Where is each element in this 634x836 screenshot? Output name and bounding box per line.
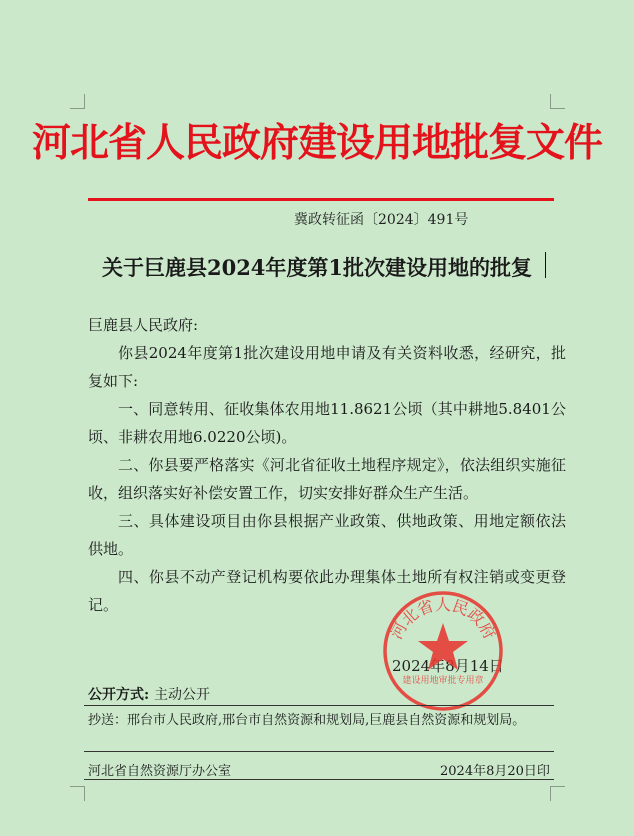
document-body[interactable]: [88, 311, 566, 619]
crop-mark-bottom-right: [550, 786, 565, 801]
document-number: 冀政转征函〔2024〕491号: [294, 212, 469, 228]
body-paragraph-4: 四、你县不动产登记机构要依此办理集体土地所有权注销或变更登记。: [88, 568, 566, 614]
divider-middle: [84, 751, 554, 752]
red-header-title: 河北省人民政府建设用地批复文件: [31, 120, 602, 166]
disclosure-label: 公开方式:: [88, 687, 150, 703]
body-paragraph-2: 二、你县要严格落实《河北省征收土地程序规定》，依法组织实施征收，组织落实好补偿安置工作，切实安排好群众生产生活。: [88, 456, 566, 502]
body-paragraph-3: 三、具体建设项目由你县根据产业政策、供地政策、用地定额依法供地。: [88, 512, 566, 558]
body-paragraph-intro: 你县2024年度第1批次建设用地申请及有关资料收悉，经研究，批复如下:: [88, 344, 566, 390]
signature-date: 2024年8月14日: [392, 657, 504, 675]
issuing-office: 河北省自然资源厅办公室: [88, 764, 232, 779]
divider-top: [84, 705, 554, 706]
cc-list: 抄送：邢台市人民政府,邢台市自然资源和规划局,巨鹿县自然资源和规划局。: [88, 713, 526, 728]
document-title[interactable]: 关于巨鹿县2024年度第1批次建设用地的批复: [101, 255, 533, 280]
print-date: 2024年8月20日印: [440, 764, 550, 779]
official-seal-stamp: [368, 583, 518, 713]
svg-text:建设用地审批专用章: 建设用地审批专用章: [402, 676, 484, 686]
svg-text:河北省人民政府: 河北省人民政府: [386, 595, 500, 643]
red-header-rule: [88, 198, 554, 201]
body-paragraph-1: 一、同意转用、征收集体农用地11.8621公顷（其中耕地5.8401公顷、非耕农用地6.0220公顷)。: [88, 400, 566, 446]
crop-mark-top-right: [550, 94, 565, 109]
crop-mark-bottom-left: [70, 786, 85, 801]
text-cursor: [545, 252, 546, 278]
salutation: 巨鹿县人民政府:: [88, 316, 199, 334]
disclosure-line: [88, 684, 210, 704]
disclosure-value: 主动公开: [154, 687, 211, 703]
crop-mark-top-left: [70, 94, 85, 109]
divider-bottom: [84, 779, 554, 780]
